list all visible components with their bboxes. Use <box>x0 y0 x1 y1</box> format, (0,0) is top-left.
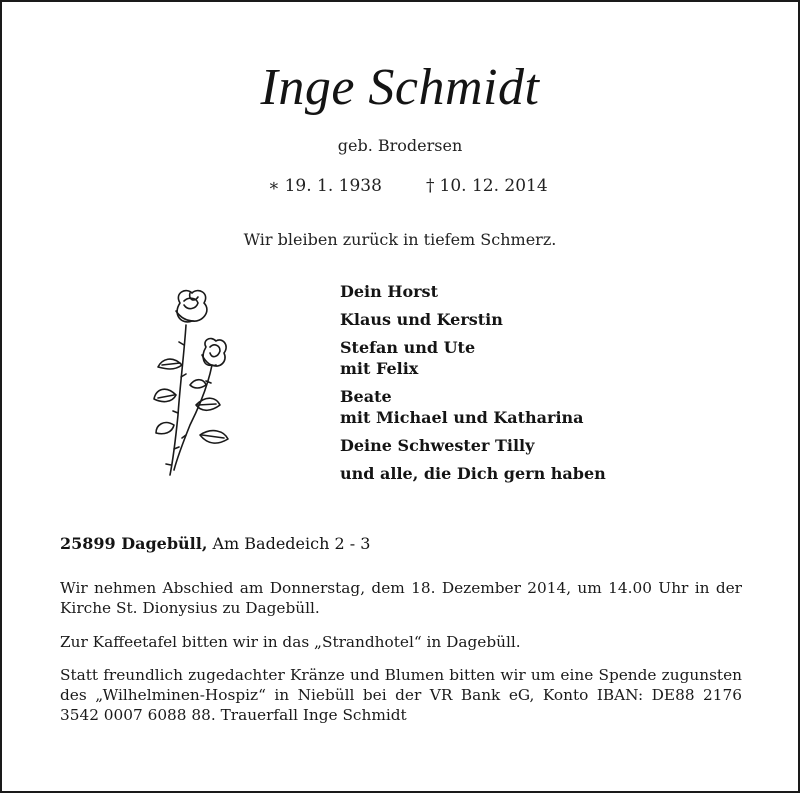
mourner-line: Stefan und Ute <box>340 338 476 357</box>
address <box>60 533 370 555</box>
birth-symbol: ∗ <box>268 176 280 196</box>
motto: Wir bleiben zurück in tiefem Schmerz. <box>243 230 557 249</box>
mourner-line: mit Michael und Katharina <box>340 408 584 427</box>
mourners-list <box>340 281 740 491</box>
mourner-group <box>340 309 740 330</box>
birth-name: geb. Brodersen <box>337 136 463 155</box>
address-street: Am Badedeich 2 - 3 <box>212 534 371 553</box>
rose-illustration <box>150 285 236 477</box>
birth-date: 19. 1. 1938 <box>284 176 382 196</box>
mourner-group <box>340 281 740 302</box>
birth-date-line <box>268 175 382 197</box>
address-city: 25899 Dagebüll, <box>60 534 208 553</box>
mourner-group <box>340 463 740 484</box>
mourner-group <box>340 337 740 379</box>
death-date-line <box>426 175 548 197</box>
mourner-line: Klaus und Kerstin <box>340 310 503 329</box>
death-date: 10. 12. 2014 <box>439 176 548 196</box>
mourner-line: Beate <box>340 387 392 406</box>
mourner-group <box>340 386 740 428</box>
deceased-name: Inge Schmidt <box>260 59 540 116</box>
reception-paragraph: Zur Kaffeetafel bitten wir in das „Strandhotel“ in Dagebüll. <box>60 633 521 651</box>
mourner-line: Dein Horst <box>340 282 438 301</box>
death-symbol: † <box>426 176 435 196</box>
donation-paragraph: Statt freundlich zugedachter Kränze und Blumen bitten wir um eine Spende zugunsten des „Wilhelminen-Hospiz“ in Niebüll bei der VR Bank eG, Konto IBAN: DE88 2176 3542 0007 6088 88. Trauerfall Inge Schmidt <box>60 666 742 724</box>
mourner-group <box>340 435 740 456</box>
funeral-info-paragraph: Wir nehmen Abschied am Donnerstag, dem 18. Dezember 2014, um 14.00 Uhr in der Kirche St. Dionysius zu Dagebüll. <box>60 579 742 617</box>
mourner-line: Deine Schwester Tilly <box>340 436 535 455</box>
mourner-line: und alle, die Dich gern haben <box>340 464 606 483</box>
mourner-line: mit Felix <box>340 359 419 378</box>
